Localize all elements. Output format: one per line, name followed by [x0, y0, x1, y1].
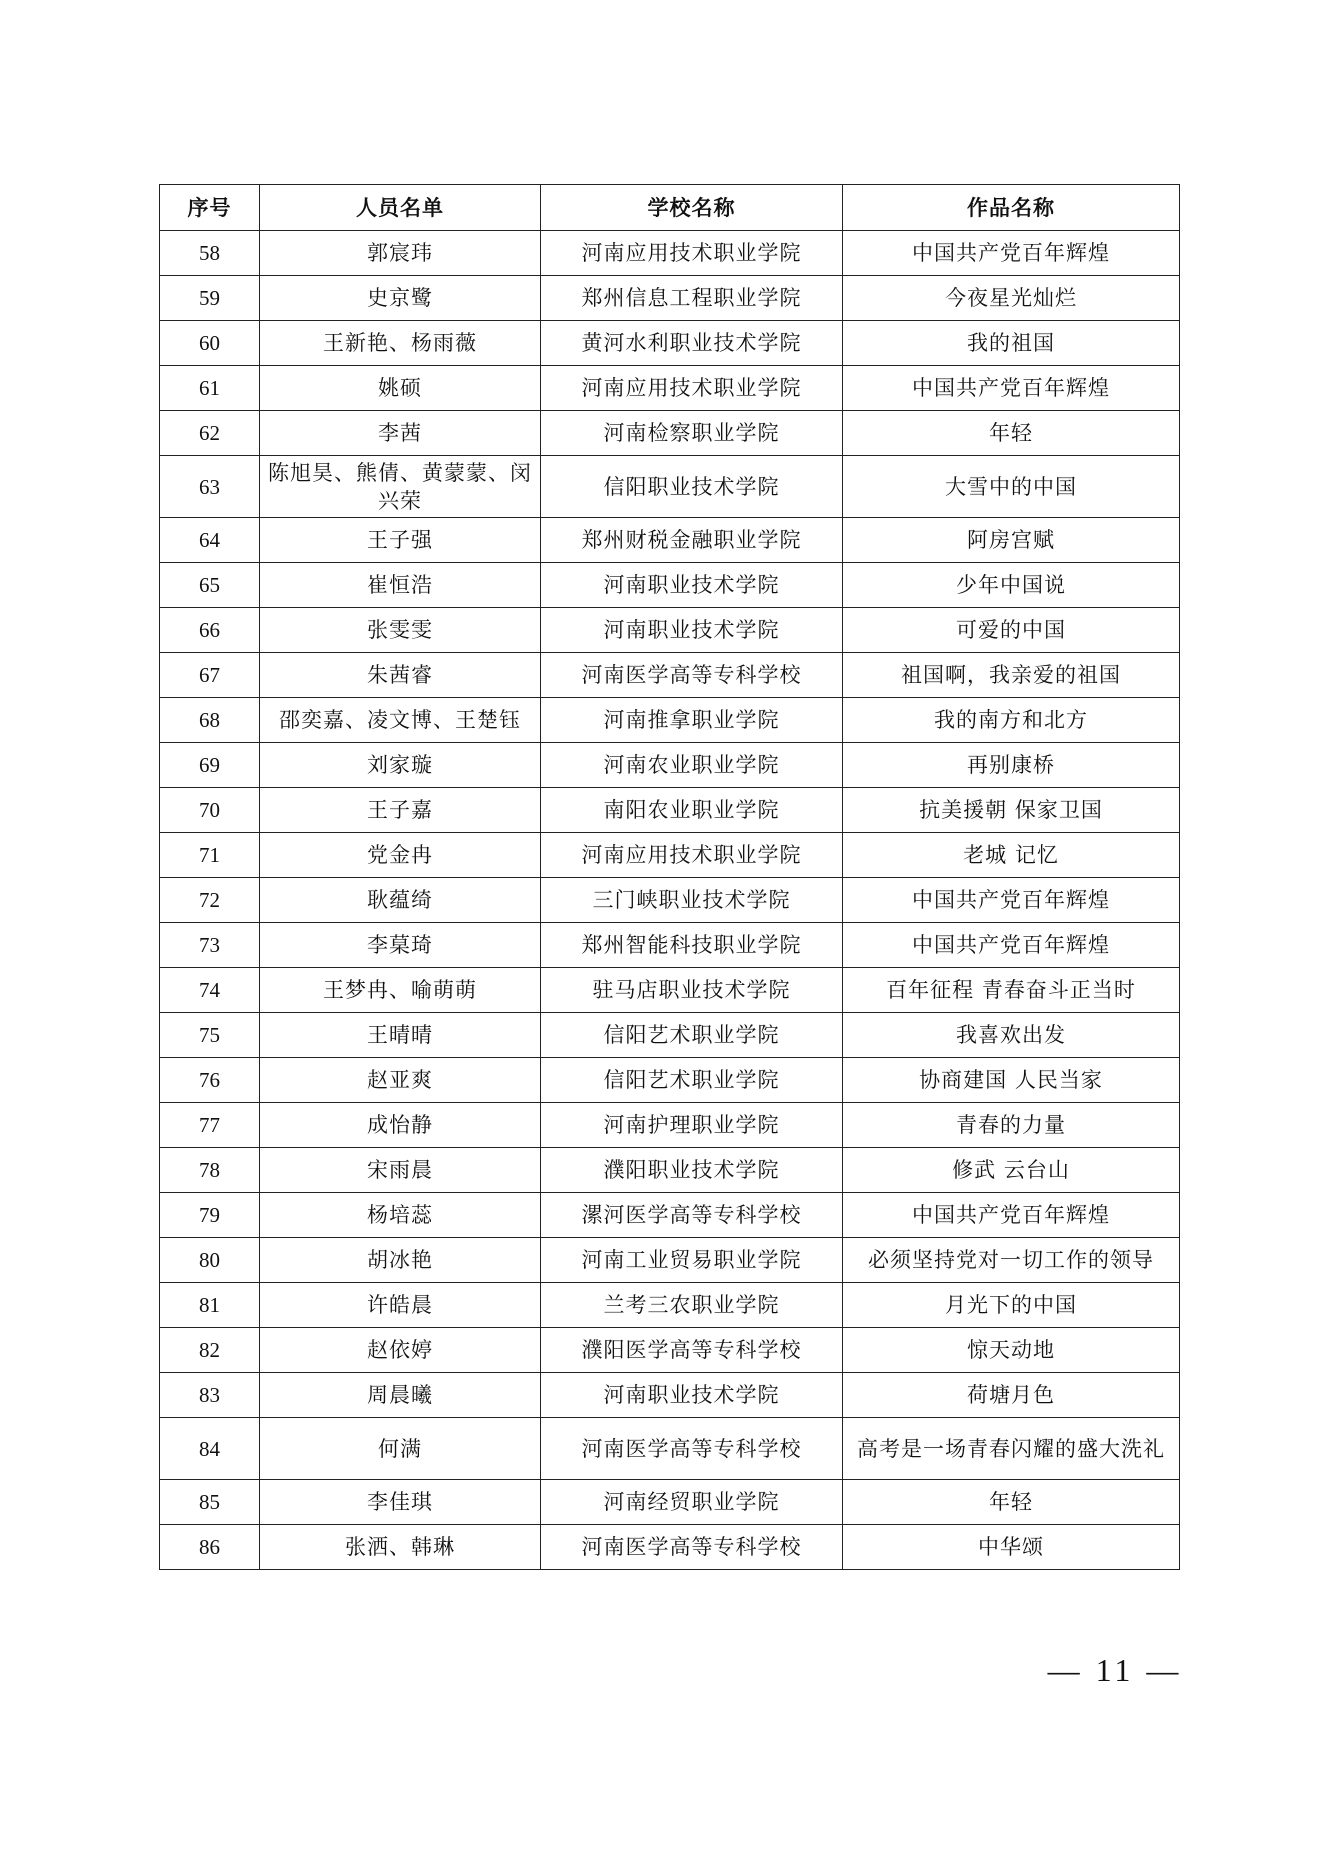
cell-school: 驻马店职业技术学院 — [541, 968, 843, 1013]
cell-number: 77 — [160, 1103, 260, 1148]
cell-work: 祖国啊，我亲爱的祖国 — [843, 653, 1180, 698]
cell-work: 惊天动地 — [843, 1328, 1180, 1373]
cell-school: 河南职业技术学院 — [541, 563, 843, 608]
cell-number: 58 — [160, 231, 260, 276]
cell-work: 中国共产党百年辉煌 — [843, 366, 1180, 411]
cell-school: 河南推拿职业学院 — [541, 698, 843, 743]
cell-work: 阿房宫赋 — [843, 518, 1180, 563]
cell-work: 大雪中的中国 — [843, 456, 1180, 518]
table-row — [160, 653, 1180, 698]
cell-names: 赵亚爽 — [260, 1058, 541, 1103]
table-row — [160, 968, 1180, 1013]
cell-school: 河南医学高等专科学校 — [541, 653, 843, 698]
cell-work: 年轻 — [843, 1480, 1180, 1525]
cell-names: 李佳琪 — [260, 1480, 541, 1525]
table-row — [160, 878, 1180, 923]
cell-work: 中华颂 — [843, 1525, 1180, 1570]
cell-names: 崔恒浩 — [260, 563, 541, 608]
cell-school: 河南职业技术学院 — [541, 1373, 843, 1418]
cell-number: 65 — [160, 563, 260, 608]
table-row — [160, 1013, 1180, 1058]
cell-names: 王梦冉、喻萌萌 — [260, 968, 541, 1013]
cell-names: 王晴晴 — [260, 1013, 541, 1058]
table-row — [160, 411, 1180, 456]
table-row — [160, 1283, 1180, 1328]
cell-number: 84 — [160, 1418, 260, 1480]
cell-school: 河南护理职业学院 — [541, 1103, 843, 1148]
table-header — [160, 185, 1180, 231]
cell-work: 少年中国说 — [843, 563, 1180, 608]
cell-names: 邵奕嘉、凌文博、王楚钰 — [260, 698, 541, 743]
cell-number: 72 — [160, 878, 260, 923]
cell-names: 王子强 — [260, 518, 541, 563]
table-row — [160, 1373, 1180, 1418]
cell-work: 必须坚持党对一切工作的领导 — [843, 1238, 1180, 1283]
cell-number: 80 — [160, 1238, 260, 1283]
cell-work: 抗美援朝 保家卫国 — [843, 788, 1180, 833]
table-row — [160, 1148, 1180, 1193]
cell-school: 河南应用技术职业学院 — [541, 231, 843, 276]
table-row — [160, 231, 1180, 276]
cell-school: 河南检察职业学院 — [541, 411, 843, 456]
cell-number: 85 — [160, 1480, 260, 1525]
table-row — [160, 518, 1180, 563]
cell-school: 郑州智能科技职业学院 — [541, 923, 843, 968]
cell-number: 67 — [160, 653, 260, 698]
cell-number: 81 — [160, 1283, 260, 1328]
cell-number: 76 — [160, 1058, 260, 1103]
cell-names: 刘家璇 — [260, 743, 541, 788]
table-row — [160, 1525, 1180, 1570]
cell-school: 信阳艺术职业学院 — [541, 1058, 843, 1103]
cell-number: 61 — [160, 366, 260, 411]
cell-number: 60 — [160, 321, 260, 366]
cell-school: 兰考三农职业学院 — [541, 1283, 843, 1328]
cell-number: 64 — [160, 518, 260, 563]
table-row — [160, 1480, 1180, 1525]
header-work: 作品名称 — [843, 185, 1180, 231]
cell-names: 耿蕴绮 — [260, 878, 541, 923]
cell-number: 68 — [160, 698, 260, 743]
cell-school: 河南医学高等专科学校 — [541, 1418, 843, 1480]
cell-work: 今夜星光灿烂 — [843, 276, 1180, 321]
cell-names: 陈旭昊、熊倩、黄蒙蒙、闵兴荣 — [260, 456, 541, 518]
table-row — [160, 321, 1180, 366]
table-row — [160, 1418, 1180, 1480]
header-school: 学校名称 — [541, 185, 843, 231]
cell-number: 66 — [160, 608, 260, 653]
table-row — [160, 563, 1180, 608]
cell-names: 郭宸玮 — [260, 231, 541, 276]
table-row — [160, 608, 1180, 653]
cell-work: 年轻 — [843, 411, 1180, 456]
table-row — [160, 1058, 1180, 1103]
cell-work: 青春的力量 — [843, 1103, 1180, 1148]
header-row — [160, 185, 1180, 231]
cell-school: 河南应用技术职业学院 — [541, 366, 843, 411]
roster-table — [159, 184, 1180, 1570]
cell-work: 我的祖国 — [843, 321, 1180, 366]
cell-names: 党金冉 — [260, 833, 541, 878]
cell-number: 62 — [160, 411, 260, 456]
cell-number: 74 — [160, 968, 260, 1013]
cell-number: 82 — [160, 1328, 260, 1373]
table-row — [160, 1103, 1180, 1148]
cell-school: 黄河水利职业技术学院 — [541, 321, 843, 366]
cell-work: 老城 记忆 — [843, 833, 1180, 878]
cell-number: 75 — [160, 1013, 260, 1058]
header-number: 序号 — [160, 185, 260, 231]
cell-work: 中国共产党百年辉煌 — [843, 878, 1180, 923]
cell-school: 漯河医学高等专科学校 — [541, 1193, 843, 1238]
cell-work: 我的南方和北方 — [843, 698, 1180, 743]
cell-names: 许皓晨 — [260, 1283, 541, 1328]
cell-work: 中国共产党百年辉煌 — [843, 923, 1180, 968]
cell-work: 中国共产党百年辉煌 — [843, 1193, 1180, 1238]
cell-names: 胡冰艳 — [260, 1238, 541, 1283]
table-row — [160, 1193, 1180, 1238]
cell-school: 信阳艺术职业学院 — [541, 1013, 843, 1058]
cell-names: 李茜 — [260, 411, 541, 456]
cell-number: 83 — [160, 1373, 260, 1418]
cell-names: 宋雨晨 — [260, 1148, 541, 1193]
cell-school: 南阳农业职业学院 — [541, 788, 843, 833]
table-row — [160, 743, 1180, 788]
cell-number: 71 — [160, 833, 260, 878]
cell-work: 荷塘月色 — [843, 1373, 1180, 1418]
cell-work: 百年征程 青春奋斗正当时 — [843, 968, 1180, 1013]
table-row — [160, 923, 1180, 968]
cell-names: 王子嘉 — [260, 788, 541, 833]
cell-school: 郑州信息工程职业学院 — [541, 276, 843, 321]
cell-work: 可爱的中国 — [843, 608, 1180, 653]
cell-names: 史京鹭 — [260, 276, 541, 321]
cell-school: 河南经贸职业学院 — [541, 1480, 843, 1525]
table-row — [160, 456, 1180, 518]
table-row — [160, 366, 1180, 411]
cell-names: 周晨曦 — [260, 1373, 541, 1418]
cell-work: 协商建国 人民当家 — [843, 1058, 1180, 1103]
cell-number: 70 — [160, 788, 260, 833]
cell-school: 郑州财税金融职业学院 — [541, 518, 843, 563]
cell-school: 濮阳医学高等专科学校 — [541, 1328, 843, 1373]
cell-school: 河南工业贸易职业学院 — [541, 1238, 843, 1283]
cell-school: 河南应用技术职业学院 — [541, 833, 843, 878]
table-row — [160, 833, 1180, 878]
cell-names: 李菒琦 — [260, 923, 541, 968]
table-row — [160, 698, 1180, 743]
cell-names: 赵依婷 — [260, 1328, 541, 1373]
cell-school: 河南职业技术学院 — [541, 608, 843, 653]
cell-work: 修武 云台山 — [843, 1148, 1180, 1193]
cell-school: 三门峡职业技术学院 — [541, 878, 843, 923]
table-row — [160, 1328, 1180, 1373]
cell-names: 姚硕 — [260, 366, 541, 411]
cell-number: 69 — [160, 743, 260, 788]
cell-number: 73 — [160, 923, 260, 968]
table-row — [160, 276, 1180, 321]
cell-number: 59 — [160, 276, 260, 321]
cell-names: 王新艳、杨雨薇 — [260, 321, 541, 366]
cell-number: 78 — [160, 1148, 260, 1193]
cell-names: 杨培蕊 — [260, 1193, 541, 1238]
cell-work: 中国共产党百年辉煌 — [843, 231, 1180, 276]
cell-work: 高考是一场青春闪耀的盛大洗礼 — [843, 1418, 1180, 1480]
cell-number: 79 — [160, 1193, 260, 1238]
cell-work: 月光下的中国 — [843, 1283, 1180, 1328]
cell-names: 何满 — [260, 1418, 541, 1480]
table-row — [160, 1238, 1180, 1283]
cell-school: 濮阳职业技术学院 — [541, 1148, 843, 1193]
cell-names: 张洒、韩琳 — [260, 1525, 541, 1570]
cell-school: 河南医学高等专科学校 — [541, 1525, 843, 1570]
cell-work: 再别康桥 — [843, 743, 1180, 788]
cell-school: 信阳职业技术学院 — [541, 456, 843, 518]
table-row — [160, 788, 1180, 833]
cell-names: 朱茜睿 — [260, 653, 541, 698]
header-names: 人员名单 — [260, 185, 541, 231]
page-number: — 11 — — [1047, 1652, 1183, 1688]
cell-names: 张雯雯 — [260, 608, 541, 653]
cell-names: 成怡静 — [260, 1103, 541, 1148]
cell-work: 我喜欢出发 — [843, 1013, 1180, 1058]
cell-number: 86 — [160, 1525, 260, 1570]
cell-school: 河南农业职业学院 — [541, 743, 843, 788]
cell-number: 63 — [160, 456, 260, 518]
table-body — [160, 231, 1180, 1570]
